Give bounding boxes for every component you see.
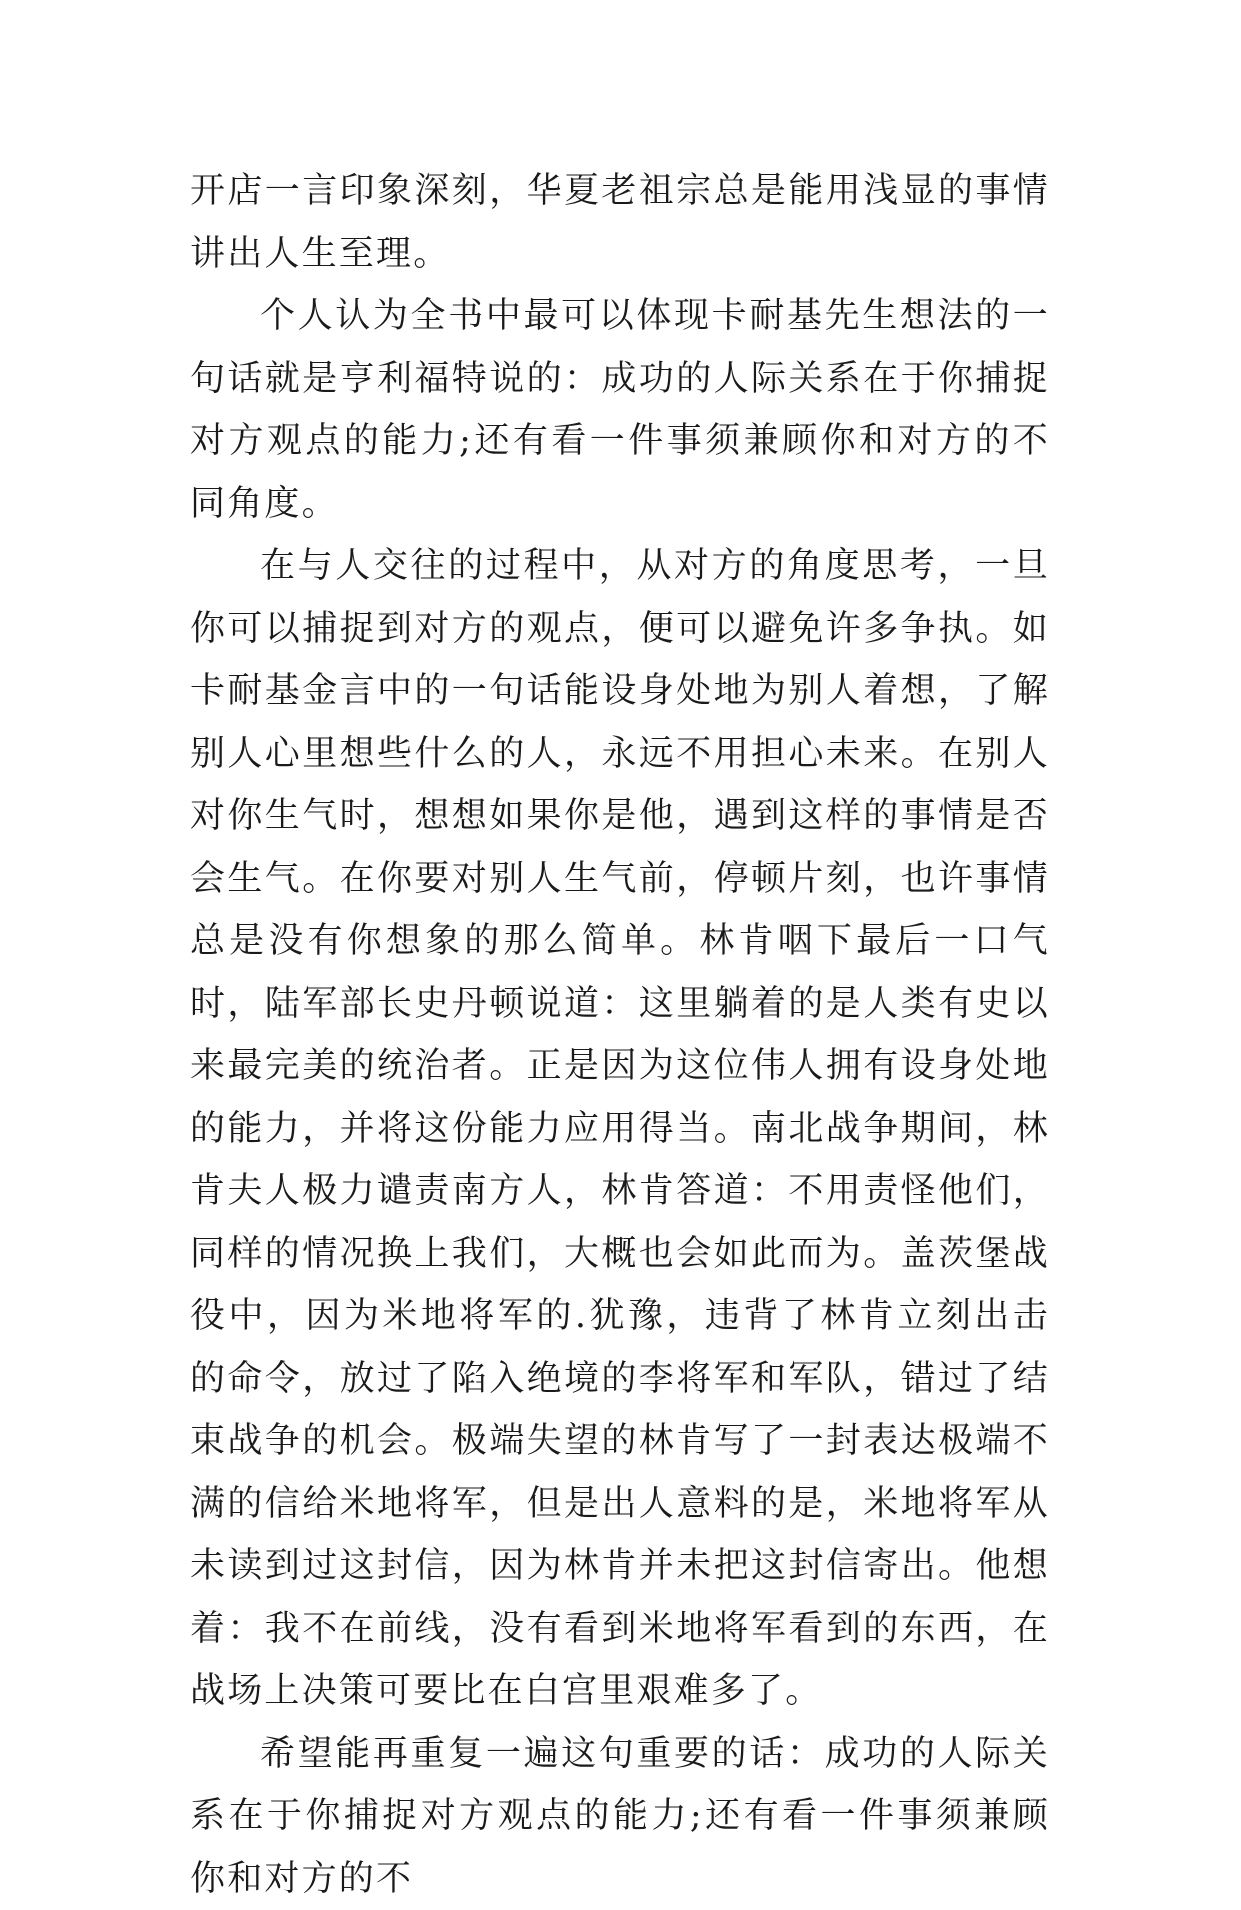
document-body xyxy=(190,160,1050,1910)
paragraph-repeat-quote: 希望能再重复一遍这句重要的话：成功的人际关系在于你捕捉对方观点的能力;还有看一件事须兼顾你和对方的不 xyxy=(190,1723,1050,1910)
paragraph-lincoln-story: 在与人交往的过程中，从对方的角度思考，一旦你可以捕捉到对方的观点，便可以避免许多争执。如卡耐基金言中的一句话能设身处地为别人着想，了解别人心里想些什么的人，永远不用担心未来。在别人对你生气时，想想如果你是他，遇到这样的事情是否会生气。在你要对别人生气前，停顿片刻，也许事情总是没有你想象的那么简单。林肯咽下最后一口气时，陆军部长史丹顿说道：这里躺着的是人类有史以来最完美的统治者。正是因为这位伟人拥有设身处地的能力，并将这份能力应用得当。南北战争期间，林肯夫人极力谴责南方人，林肯答道：不用责怪他们，同样的情况换上我们，大概也会如此而为。盖茨堡战役中，因为米地将军的.犹豫，违背了林肯立刻出击的命令，放过了陷入绝境的李将军和军队，错过了结束战争的机会。极端失望的林肯写了一封表达极端不满的信给米地将军，但是出人意料的是，米地将军从未读到过这封信，因为林肯并未把这封信寄出。他想着：我不在前线，没有看到米地将军看到的东西，在战场上决策可要比在白宫里艰难多了。 xyxy=(190,535,1050,1723)
paragraph-henry-ford-quote: 个人认为全书中最可以体现卡耐基先生想法的一句话就是亨利福特说的：成功的人际关系在于你捕捉对方观点的能力;还有看一件事须兼顾你和对方的不同角度。 xyxy=(190,285,1050,535)
paragraph-continued: 开店一言印象深刻，华夏老祖宗总是能用浅显的事情讲出人生至理。 xyxy=(190,160,1050,285)
